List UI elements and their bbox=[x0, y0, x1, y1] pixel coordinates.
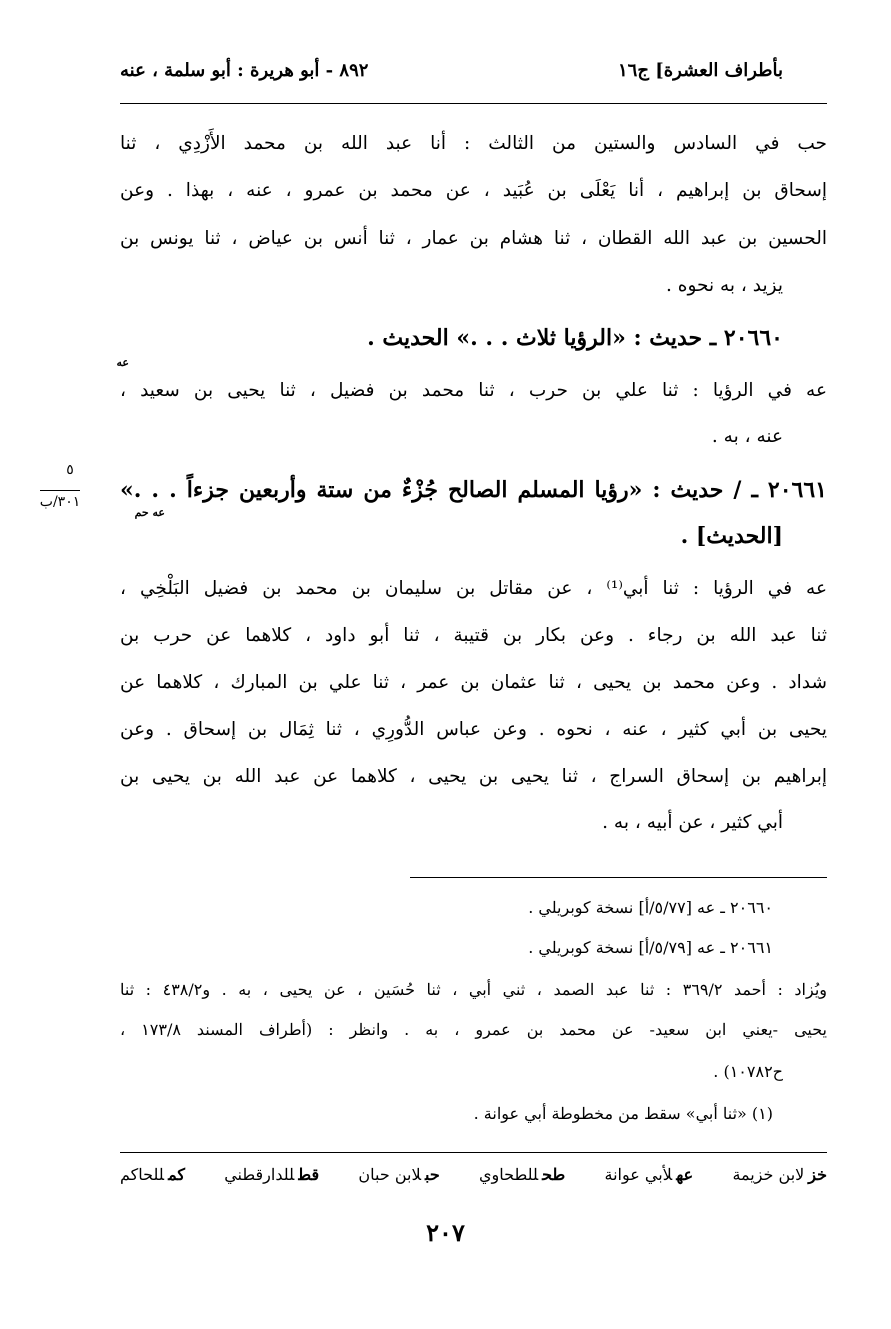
hadith-line: أبي كثير ، عن أبيه ، به . bbox=[602, 812, 783, 833]
footnote-line: ويُزاد : أحمد ٣٦٩/٢ : ثنا عبد الصمد ، ثني أبي ، ثنا حُسَين ، عن يحيى ، به . و٤٣٨/٢ : ثنا bbox=[120, 980, 827, 999]
hadith-line: عه في الرؤيا : ثنا أبي⁽¹⁾ ، عن مقاتل بن سليمان بن محمد بن فضيل البَلْخِي ، bbox=[120, 578, 828, 599]
footnote: ٢٠٦٦٠ ـ عه [٥/٧٧/أ] نسخة كوبريلي . bbox=[528, 898, 773, 917]
hadith-line: ثنا عبد الله بن رجاء . وعن بكار بن قتيبة ، ثنا أبو داود ، كلاهما عن حرب بن bbox=[120, 625, 827, 646]
page-number: ٢٠٧ bbox=[426, 1218, 465, 1247]
footnote-line: ح١٠٧٨٢) . bbox=[713, 1062, 783, 1081]
hadith-title-cont: [الحديث] . bbox=[680, 523, 783, 549]
abbreviation-item: طحللطحاوي bbox=[479, 1165, 566, 1184]
hadith-line: عنه ، به . bbox=[711, 426, 783, 447]
paragraph-line: إسحاق بن إبراهيم ، أنا يَعْلَى بن عُبَيد ، عن محمد بن عمرو ، عنه ، بهذا . وعن bbox=[120, 180, 827, 201]
abbreviation-item: عهلأبي عوانة bbox=[604, 1165, 694, 1184]
abbreviation-item: حبلابن حبان bbox=[358, 1165, 440, 1184]
footnote-line: يحيى -يعني ابن سعيد- عن محمد بن عمرو ، به . وانظر : (أطراف المسند ١٧٣/٨ ، bbox=[120, 1020, 828, 1039]
hadith-line: يحيى بن أبي كثير ، عنه ، نحوه . وعن عباس الدُّورِي ، ثنا ثِمَال بن إسحاق . وعن bbox=[120, 719, 827, 740]
paragraph-line: الحسين بن عبد الله القطان ، ثنا هشام بن عمار ، ثنا أنس بن عياض ، ثنا يونس بن bbox=[120, 228, 827, 249]
section-title: ٨٩٢ - أبو هريرة : أبو سلمة ، عنه bbox=[120, 60, 369, 81]
abbreviations-key bbox=[120, 1165, 827, 1184]
paragraph-line: حب في السادس والستين من الثالث : أنا عبد الله بن محمد الأَزْدِي ، ثنا bbox=[120, 133, 827, 154]
paragraph-line: يزيد ، به نحوه . bbox=[666, 275, 783, 296]
running-title: بأطراف العشرة] ج١٦ bbox=[617, 60, 783, 81]
header-divider bbox=[120, 103, 827, 104]
footnote: ٢٠٦٦١ ـ عه [٥/٧٩/أ] نسخة كوبريلي . bbox=[528, 938, 773, 957]
source-marks: عه bbox=[116, 356, 129, 369]
hadith-line: عه في الرؤيا : ثنا علي بن حرب ، ثنا محمد بن فضيل ، ثنا يحيى بن سعيد ، bbox=[120, 380, 827, 401]
footnote: (١) «ثنا أبي» سقط من مخطوطة أبي عوانة . bbox=[473, 1104, 773, 1123]
hadith-title: ٢٠٦٦١ ـ / حديث : «رؤيا المسلم الصالح جُزْءٌ من ستة وأربعين جزءاً . . .» bbox=[120, 477, 827, 503]
margin-folio-number: ٥ bbox=[66, 462, 74, 478]
hadith-line: شداد . وعن محمد بن يحيى ، ثنا عثمان بن عمر ، ثنا علي بن المبارك ، كلاهما عن bbox=[120, 672, 827, 693]
abbreviation-item: قطللدارقطني bbox=[224, 1165, 320, 1184]
abbreviations-divider bbox=[120, 1152, 827, 1153]
footnote-divider bbox=[410, 877, 827, 878]
hadith-line: إبراهيم بن إسحاق السراج ، ثنا يحيى بن يحيى ، كلاهما عن عبد الله بن يحيى بن bbox=[120, 766, 827, 787]
margin-divider bbox=[40, 490, 80, 491]
source-marks: عه حم bbox=[134, 506, 165, 519]
hadith-title: ٢٠٦٦٠ ـ حديث : «الرؤيا ثلاث . . .» الحديث . bbox=[367, 325, 783, 351]
margin-folio-ref: ٣٠١/ب bbox=[39, 494, 81, 510]
abbreviation-item: كمللحاكم bbox=[120, 1165, 185, 1184]
abbreviation-item: خزلابن خزيمة bbox=[732, 1165, 827, 1184]
